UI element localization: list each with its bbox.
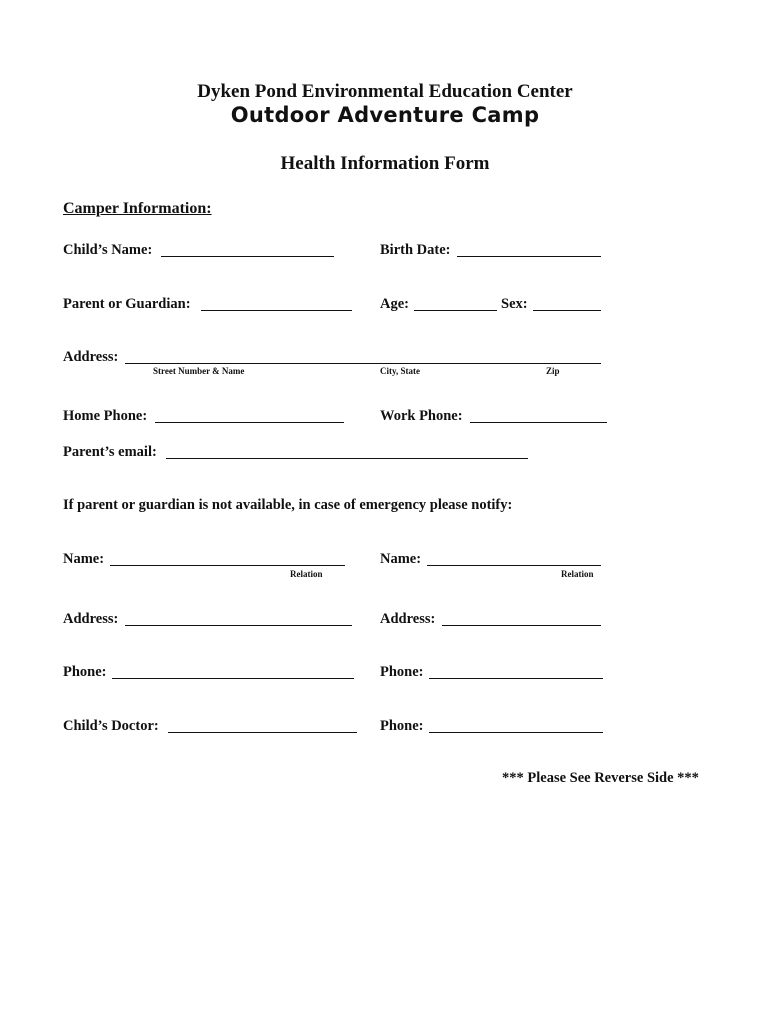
address-hint-zip: Zip — [546, 366, 560, 376]
parent-guardian-field[interactable] — [201, 310, 352, 311]
emergency-phone-field-2[interactable] — [429, 678, 603, 679]
address-hint-city: City, State — [380, 366, 420, 376]
birth-date-field[interactable] — [457, 256, 601, 257]
organization-name: Dyken Pond Environmental Education Center — [197, 81, 573, 102]
emergency-phone-label-2: Phone: — [380, 664, 424, 680]
emergency-instruction: If parent or guardian is not available, in case of emergency please notify: — [63, 497, 513, 513]
address-field[interactable] — [125, 363, 601, 364]
home-phone-label: Home Phone: — [63, 408, 148, 424]
emergency-address-label-1: Address: — [63, 611, 119, 627]
emergency-address-field-1[interactable] — [125, 625, 352, 626]
reverse-side-note: *** Please See Reverse Side *** — [502, 770, 699, 786]
work-phone-field[interactable] — [470, 422, 607, 423]
camper-info-heading: Camper Information: — [63, 200, 212, 217]
parent-email-label: Parent’s email: — [63, 444, 157, 460]
form-title: Health Information Form — [280, 153, 490, 174]
address-hint-street: Street Number & Name — [153, 366, 245, 376]
emergency-address-label-2: Address: — [380, 611, 436, 627]
camp-title: Outdoor Adventure Camp — [230, 103, 540, 127]
doctor-phone-field[interactable] — [429, 732, 603, 733]
childs-name-label: Child’s Name: — [63, 242, 153, 258]
parent-email-field[interactable] — [166, 458, 528, 459]
doctor-field[interactable] — [168, 732, 357, 733]
emergency-phone-field-1[interactable] — [112, 678, 354, 679]
relation-hint-1: Relation — [290, 569, 323, 579]
home-phone-field[interactable] — [155, 422, 344, 423]
parent-guardian-label: Parent or Guardian: — [63, 296, 191, 312]
emergency-phone-label-1: Phone: — [63, 664, 107, 680]
relation-hint-2: Relation — [561, 569, 594, 579]
age-field[interactable] — [414, 310, 497, 311]
emergency-name-label-2: Name: — [380, 551, 422, 567]
emergency-name-label-1: Name: — [63, 551, 105, 567]
birth-date-label: Birth Date: — [380, 242, 451, 258]
emergency-name-field-2[interactable] — [427, 565, 601, 566]
emergency-address-field-2[interactable] — [442, 625, 601, 626]
address-label: Address: — [63, 349, 119, 365]
sex-field[interactable] — [533, 310, 601, 311]
doctor-phone-label: Phone: — [380, 718, 424, 734]
work-phone-label: Work Phone: — [380, 408, 463, 424]
doctor-label: Child’s Doctor: — [63, 718, 159, 734]
childs-name-field[interactable] — [161, 256, 334, 257]
age-label: Age: — [380, 296, 409, 312]
sex-label: Sex: — [501, 296, 528, 312]
emergency-name-field-1[interactable] — [110, 565, 345, 566]
